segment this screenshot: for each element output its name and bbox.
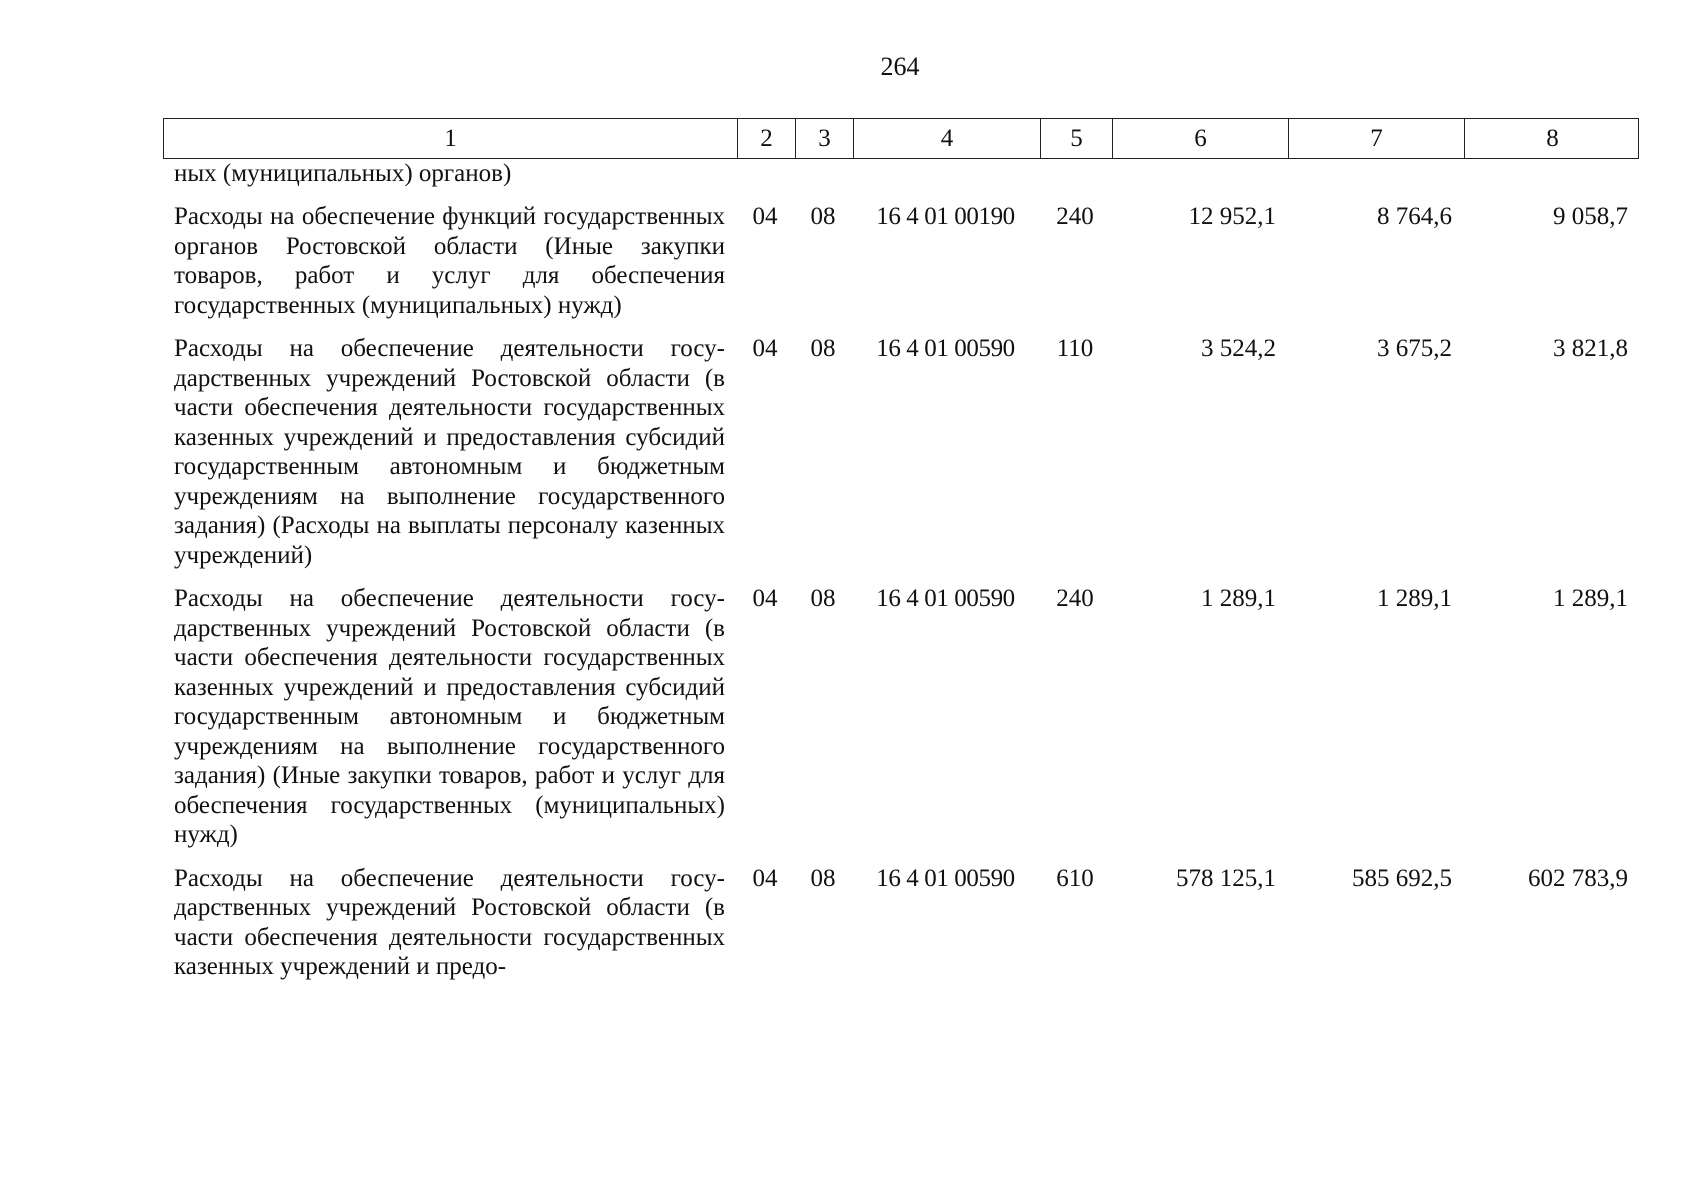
row-value-col8: 9 058,7 (1553, 203, 1628, 230)
header-col-1: 1 (444, 125, 457, 152)
header-col-3: 3 (795, 119, 853, 158)
row-description: Расходы на обеспечение деятельности государственных учреждений Ростовской области (в части обеспечения деятельности государственных казенных учреждений и предо- (174, 864, 725, 980)
row-description: Расходы на обеспечение функций государственных органов Ростовской области (Иные закупки товаров, работ и услуг для обеспечения государственных (муниципальных) нужд) (174, 203, 725, 319)
row-expense-type: 240 (1056, 203, 1094, 230)
row-value-col6: 1 289,1 (1201, 585, 1276, 612)
row-subsection: 08 (810, 585, 836, 612)
table-row (163, 582, 1639, 850)
header-col-4: 4 (853, 119, 1040, 158)
row-value-col6: 3 524,2 (1201, 335, 1276, 362)
row-target-article: 16 4 01 00190 (876, 203, 1015, 230)
row-value-col7: 1 289,1 (1377, 585, 1452, 612)
row-value-col6: 12 952,1 (1188, 203, 1276, 230)
header-col-6: 6 (1112, 119, 1288, 158)
row-section: 04 (752, 203, 778, 230)
header-col-5: 5 (1040, 119, 1112, 158)
row-section: 04 (752, 585, 778, 612)
row-value-col8: 3 821,8 (1553, 335, 1628, 362)
row-value-col7: 585 692,5 (1352, 864, 1452, 892)
row-target-article: 16 4 01 00590 (876, 335, 1015, 362)
row-subsection: 08 (810, 864, 836, 892)
row-value-col6: 578 125,1 (1176, 864, 1276, 892)
page-number: 264 (880, 52, 920, 81)
row-expense-type: 110 (1056, 335, 1094, 362)
row-section: 04 (752, 335, 778, 362)
row-expense-type: 610 (1056, 864, 1094, 892)
table-row (163, 332, 1639, 570)
row-subsection: 08 (810, 203, 836, 230)
table-row (163, 200, 1639, 320)
row-value-col8: 602 783,9 (1528, 864, 1628, 892)
header-col-2: 2 (737, 119, 795, 158)
row-description: Расходы на обеспечение деятельности государственных учреждений Ростовской области (в части обеспечения деятельности государственных казенных учреждений и предоставления субсидий государственным автономным и бюджетным учреждениям на выполнение государственного задания) (Расходы на выплаты персоналу казенных учреждений) (174, 335, 725, 569)
budget-table (163, 118, 1639, 982)
row-value-col7: 8 764,6 (1377, 203, 1452, 230)
continuation-text: ных (муниципальных) органов) (174, 160, 512, 187)
row-subsection: 08 (810, 335, 836, 362)
table-row (163, 862, 1639, 982)
header-col-8: 8 (1464, 119, 1640, 158)
header-col-7: 7 (1288, 119, 1464, 158)
row-section: 04 (752, 864, 778, 892)
row-description: Расходы на обеспечение деятельности государственных учреждений Ростовской области (в части обеспечения деятельности государственных казенных учреждений и предоставления субсидий государственным автономным и бюджетным учреждениям на выполнение государственного задания) (Иные закупки товаров, работ и услуг для обеспечения государственных (муниципальных) нужд) (174, 585, 725, 848)
row-target-article: 16 4 01 00590 (876, 864, 1015, 892)
row-value-col7: 3 675,2 (1377, 335, 1452, 362)
table-header (163, 118, 1639, 159)
row-value-col8: 1 289,1 (1553, 585, 1628, 612)
row-target-article: 16 4 01 00590 (876, 585, 1015, 612)
row-expense-type: 240 (1056, 585, 1094, 612)
